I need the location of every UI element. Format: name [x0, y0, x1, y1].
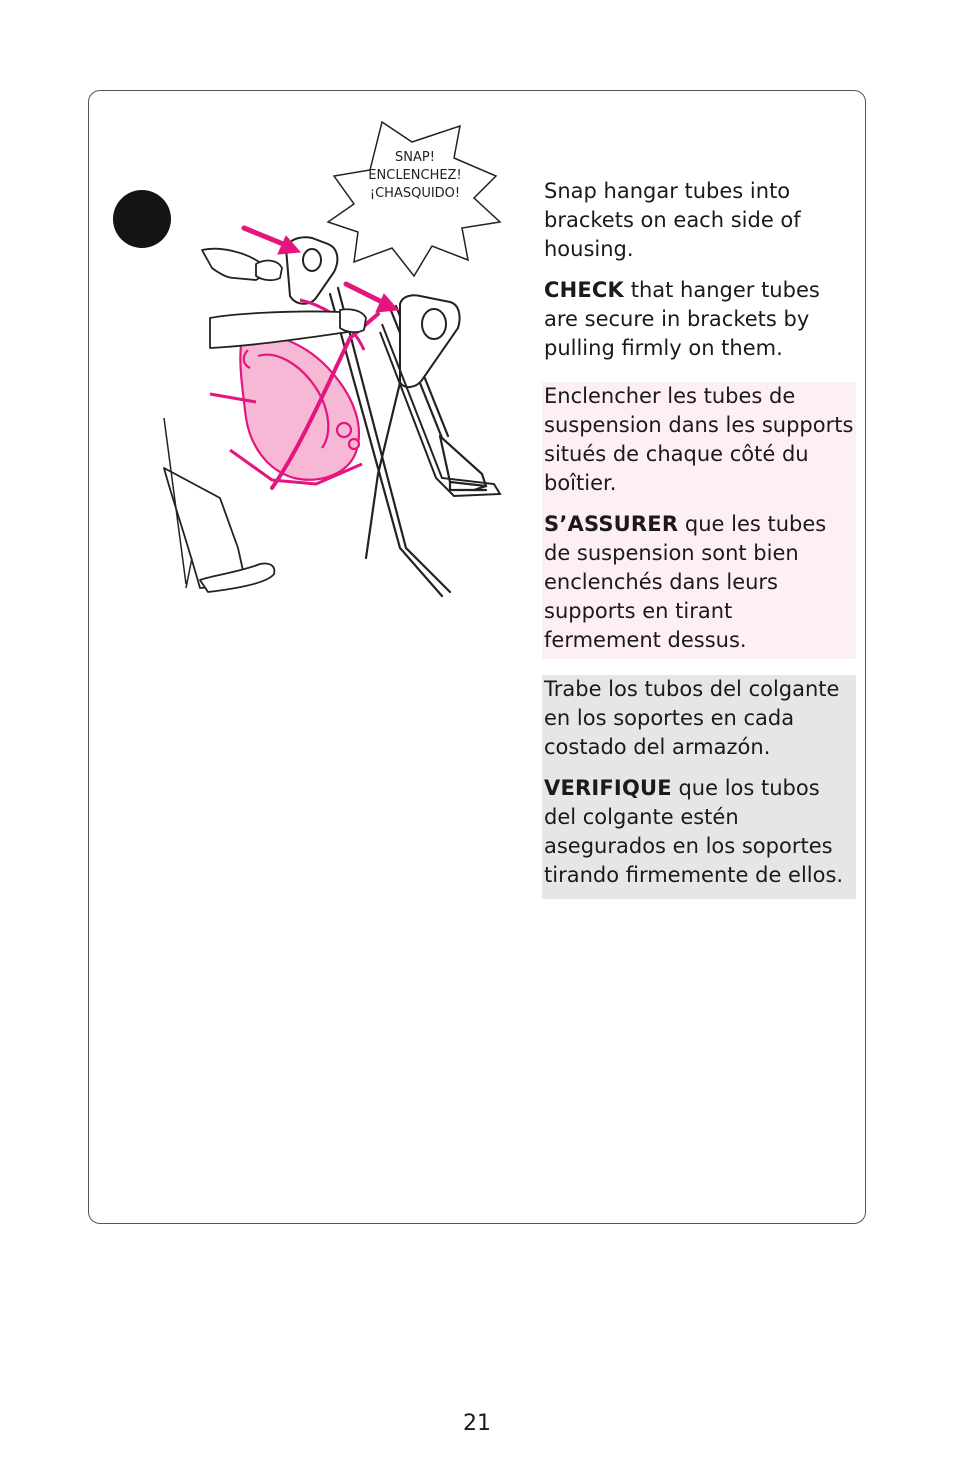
snap-callout [355, 149, 475, 203]
french-instructions [542, 382, 856, 659]
snap-callout-english: SNAP! [395, 150, 435, 165]
english-check-body: that hanger tubes are secure in brackets by pulling firmly on them. [544, 278, 820, 360]
spanish-check-label: VERIFIQUE [544, 776, 672, 800]
french-step-text: Enclencher les tubes de suspension dans les supports situés de chaque côté du boîtier. [544, 384, 854, 495]
hand-right [340, 309, 366, 332]
snap-callout-french: ENCLENCHEZ! [368, 168, 462, 183]
french-check-label: S’ASSURER [544, 512, 679, 536]
spanish-instructions [542, 675, 856, 899]
french-check-body: que les tubes de suspension sont bien enclenchés dans leurs supports en tirant fermement dessus. [544, 512, 827, 652]
spanish-check-text [542, 774, 856, 890]
leg [164, 468, 246, 588]
french-check-text [542, 510, 856, 655]
spanish-step-text: Trabe los tubos del colgante en los soportes en cada costado del armazón. [544, 677, 840, 759]
english-check-text [542, 276, 856, 363]
page-number: 21 [463, 1411, 491, 1436]
spanish-check-body: que los tubos del colgante estén asegurados en los soportes tirando firmemente de ellos. [544, 776, 844, 887]
snap-callout-spanish: ¡CHASQUIDO! [369, 186, 461, 201]
english-instructions [542, 177, 856, 375]
english-step-text: Snap hangar tubes into brackets on each side of housing. [544, 179, 801, 261]
hand-left [256, 261, 282, 281]
english-check-label: CHECK [544, 278, 625, 302]
